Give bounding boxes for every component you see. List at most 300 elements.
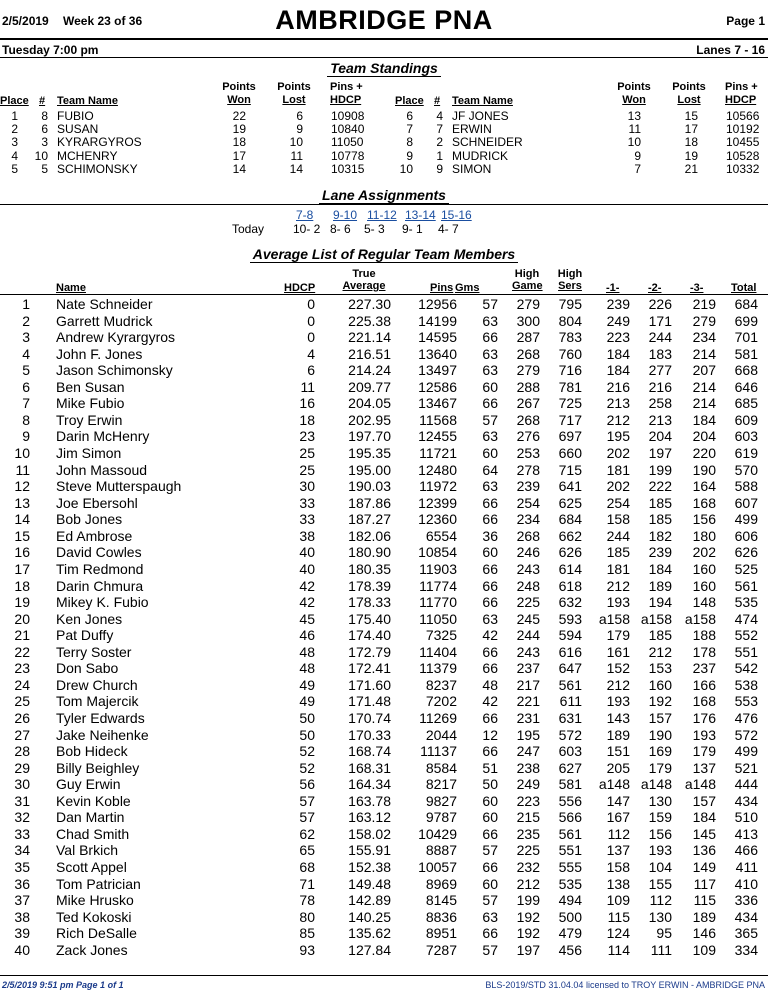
bowler-pins: 8237 (425, 676, 457, 693)
bowler-hdcp: 42 (299, 577, 315, 594)
bowler-name: Tom Patrician (56, 875, 141, 892)
bowler-pins: 7325 (425, 627, 457, 644)
col-header-won: Points Won (222, 81, 256, 106)
bowler-total: 542 (734, 660, 758, 677)
table-row (0, 760, 768, 777)
bowler-game-1: 212 (606, 411, 630, 428)
standing-team-number: 7 (436, 122, 443, 137)
bowler-games: 66 (482, 395, 498, 412)
bowler-hdcp: 0 (307, 296, 315, 312)
bowler-game-3: 184 (692, 809, 716, 826)
bowler-high-series: 551 (558, 842, 582, 859)
bowler-game-3: 160 (692, 577, 716, 594)
row-number: 24 (14, 676, 30, 693)
bowler-game-1: 181 (606, 560, 630, 577)
bowler-hdcp: 50 (299, 726, 315, 743)
table-row (0, 395, 768, 412)
bowler-games: 42 (482, 693, 498, 710)
bowler-game-2: 185 (648, 627, 672, 644)
bowler-name: Mike Fubio (56, 395, 125, 412)
table-row (0, 346, 768, 363)
bowler-name: Chad Smith (56, 825, 130, 842)
row-number: 13 (14, 494, 30, 511)
bowler-game-2: 189 (648, 577, 672, 594)
bowler-game-3: 148 (692, 594, 716, 611)
bowler-game-2: 190 (648, 726, 672, 743)
standing-place: 7 (406, 122, 413, 137)
footer-printed: 2/5/2019 9:51 pm Page 1 of 1 (2, 980, 124, 990)
bowler-hdcp: 38 (299, 527, 315, 544)
table-row (0, 412, 768, 429)
bowler-games: 66 (482, 660, 498, 677)
bowler-total: 699 (734, 312, 758, 329)
bowler-game-2: 277 (648, 362, 672, 379)
bowler-name: Garrett Mudrick (56, 312, 153, 329)
bowler-total: 413 (734, 825, 758, 842)
bowler-high-series: 626 (558, 544, 582, 561)
standing-place: 9 (406, 148, 413, 163)
bowler-name: Jim Simon (56, 445, 122, 462)
col-header-team: Team Name (452, 95, 513, 107)
bowler-game-1: 213 (606, 395, 630, 412)
bowler-games: 66 (482, 859, 498, 876)
bowler-pins: 11404 (419, 643, 457, 660)
standing-team-name: SIMON (452, 161, 492, 176)
bowler-games: 36 (482, 527, 498, 544)
standings-title: Team Standings (0, 60, 768, 76)
bowler-hdcp: 18 (299, 411, 315, 428)
bowler-high-series: 603 (558, 743, 582, 760)
bowler-total: 336 (734, 892, 758, 909)
bowler-games: 66 (482, 560, 498, 577)
bowler-pins: 8887 (425, 842, 457, 859)
bowler-game-3: a158 (684, 610, 716, 627)
bowler-games: 63 (482, 478, 498, 495)
bowler-pins: 7287 (425, 941, 457, 958)
col-header-average: True Average (342, 268, 386, 292)
bowler-game-2: 104 (648, 859, 672, 876)
bowler-game-3: 279 (692, 312, 716, 329)
col-header-num: # (434, 95, 441, 107)
col-header-hdcp: HDCP (284, 282, 316, 294)
bowler-pins: 11137 (420, 743, 457, 760)
bowler-total: 684 (734, 296, 758, 312)
bowler-high-game: 234 (516, 511, 540, 528)
table-row (0, 842, 768, 859)
bowler-name: Tom Majercik (56, 693, 139, 710)
bowler-average: 127.84 (348, 941, 391, 958)
bowler-average: 152.38 (348, 859, 391, 876)
bowler-game-3: 219 (692, 296, 716, 312)
report-header (0, 0, 768, 40)
bowler-high-series: 611 (559, 693, 582, 710)
bowler-game-2: 95 (656, 925, 672, 942)
bowler-games: 57 (482, 296, 498, 312)
standing-team-number: 5 (41, 161, 48, 176)
row-number: 16 (14, 544, 30, 561)
bowler-hdcp: 78 (299, 892, 315, 909)
bowler-high-game: 217 (516, 676, 540, 693)
table-row (0, 578, 768, 595)
bowler-game-3: 109 (692, 941, 716, 958)
bowler-hdcp: 57 (299, 809, 315, 826)
bowler-name: Darin Chmura (56, 577, 144, 594)
bowler-high-game: 237 (516, 660, 540, 677)
bowler-game-2: 169 (648, 743, 672, 760)
bowler-game-1: 152 (606, 660, 630, 677)
bowler-average: 190.03 (348, 478, 391, 495)
bowler-game-2: 192 (648, 693, 672, 710)
col-header-game-1: -1- (606, 282, 620, 294)
bowler-hdcp: 49 (299, 693, 315, 710)
bowler-games: 66 (482, 494, 498, 511)
bowler-average: 149.48 (348, 875, 391, 892)
bowler-game-2: 197 (648, 445, 672, 462)
table-row (0, 727, 768, 744)
bowler-high-series: 535 (558, 875, 582, 892)
bowler-name: Tim Redmond (56, 560, 144, 577)
bowler-total: 603 (734, 428, 758, 445)
bowler-games: 63 (482, 345, 498, 362)
bowler-games: 57 (482, 842, 498, 859)
row-number: 31 (14, 792, 30, 809)
bowler-games: 12 (482, 726, 498, 743)
bowler-name: Ed Ambrose (56, 527, 133, 544)
bowler-game-1: a148 (598, 776, 630, 793)
bowler-games: 63 (482, 908, 498, 925)
standing-team-number: 3 (41, 135, 48, 150)
col-header-high-series: High Sers (557, 268, 583, 292)
row-number: 15 (14, 527, 30, 544)
bowler-average: 187.27 (348, 511, 391, 528)
bowler-average: 178.39 (348, 577, 391, 594)
standing-place: 6 (406, 109, 413, 123)
bowler-name: Darin McHenry (56, 428, 150, 445)
bowler-pins: 8951 (425, 925, 457, 942)
table-row (0, 909, 768, 926)
standing-team-name: SCHIMONSKY (57, 161, 138, 176)
bowler-game-1: 202 (606, 478, 630, 495)
bowler-average: 221.14 (348, 329, 391, 346)
bowler-high-series: 641 (558, 478, 582, 495)
bowler-high-series: 625 (558, 494, 582, 511)
bowler-game-2: 185 (648, 494, 672, 511)
bowler-name: Kevin Koble (56, 792, 131, 809)
row-number: 5 (22, 362, 30, 379)
bowler-name: Andrew Kyrargyros (56, 329, 176, 346)
bowler-total: 607 (734, 494, 758, 511)
bowler-hdcp: 57 (299, 792, 315, 809)
session-bar (0, 42, 768, 58)
standing-team-number: 1 (436, 148, 443, 163)
bowler-high-game: 243 (516, 560, 540, 577)
bowler-high-game: 279 (516, 296, 540, 312)
bowler-total: 646 (734, 378, 758, 395)
bowler-game-2: 156 (648, 825, 672, 842)
bowler-game-2: 193 (648, 842, 672, 859)
bowler-games: 42 (482, 627, 498, 644)
table-row (0, 495, 768, 512)
bowler-game-2: 157 (648, 710, 672, 726)
bowler-name: Dan Martin (56, 809, 125, 826)
standing-points-lost: 6 (296, 109, 303, 123)
bowler-name: Ben Susan (56, 378, 125, 395)
standing-place: 4 (11, 148, 18, 163)
bowler-high-game: 300 (516, 312, 540, 329)
standing-place: 3 (11, 135, 18, 150)
row-number: 2 (22, 312, 30, 329)
bowler-hdcp: 65 (299, 842, 315, 859)
bowler-games: 60 (482, 875, 498, 892)
row-number: 3 (22, 329, 30, 346)
col-header-pins: Pins (430, 282, 454, 294)
bowler-pins: 8145 (425, 892, 457, 909)
bowler-pins: 11568 (419, 411, 457, 428)
bowler-high-series: 684 (558, 511, 582, 528)
bowler-game-2: 216 (648, 378, 672, 395)
row-number: 33 (14, 825, 30, 842)
bowler-high-game: 287 (516, 329, 540, 346)
bowler-game-1: 167 (606, 809, 630, 826)
bowler-average: 225.38 (348, 312, 391, 329)
bowler-pins: 12586 (418, 378, 457, 395)
bowler-game-1: 212 (606, 577, 630, 594)
bowler-name: Rich DeSalle (56, 925, 137, 942)
bowler-game-3: 156 (692, 511, 716, 528)
bowler-game-1: 109 (606, 892, 630, 909)
bowler-high-game: 276 (516, 428, 540, 445)
bowler-name: John Massoud (56, 461, 148, 478)
bowler-total: 525 (734, 560, 758, 577)
table-row (0, 561, 768, 578)
bowler-name: Jake Neihenke (56, 726, 149, 743)
bowler-average: 180.35 (348, 560, 391, 577)
table-row (0, 942, 768, 959)
bowler-high-game: 199 (516, 892, 540, 909)
bowler-total: 476 (734, 710, 758, 726)
bowler-name: David Cowles (56, 544, 142, 561)
standing-team-name: MCHENRY (57, 148, 118, 163)
bowler-hdcp: 85 (299, 925, 315, 942)
col-header-game-3: -3- (690, 282, 704, 294)
bowler-game-3: 214 (692, 378, 716, 395)
bowler-game-1: 124 (606, 925, 630, 942)
bowler-games: 66 (482, 594, 498, 611)
bowler-pins: 9827 (425, 792, 457, 809)
standing-place: 10 (399, 161, 413, 176)
standing-pins-hdcp: 10332 (726, 161, 760, 176)
standing-pins-hdcp: 10778 (331, 148, 365, 163)
bowler-high-game: 192 (516, 908, 540, 925)
bowler-game-3: 214 (692, 395, 716, 412)
bowler-game-3: 184 (692, 411, 716, 428)
standing-points-won: 10 (627, 135, 641, 150)
table-row (0, 478, 768, 495)
bowler-hdcp: 42 (299, 594, 315, 611)
bowler-high-series: 717 (558, 411, 582, 428)
table-row (0, 677, 768, 694)
bowler-game-2: 184 (648, 560, 672, 577)
bowler-game-3: 189 (692, 908, 716, 925)
bowler-pins: 12956 (418, 296, 457, 312)
standing-place: 1 (11, 109, 18, 123)
bowler-name: Mike Hrusko (56, 892, 134, 909)
bowler-game-1: 189 (606, 726, 630, 743)
standing-team-name: SUSAN (57, 122, 99, 137)
standing-team-number: 6 (41, 122, 48, 137)
standing-points-lost: 11 (290, 148, 303, 163)
bowler-game-3: 168 (692, 494, 716, 511)
table-row (0, 644, 768, 661)
standing-team-name: ERWIN (452, 122, 492, 137)
bowler-games: 66 (482, 825, 498, 842)
bowler-games: 63 (482, 312, 498, 329)
table-row (0, 611, 768, 628)
bowler-game-1: 223 (606, 329, 630, 346)
bowler-games: 51 (482, 759, 498, 776)
report-footer (0, 975, 768, 991)
bowler-high-game: 253 (516, 445, 540, 462)
bowler-pins: 10057 (418, 859, 457, 876)
bowler-high-game: 248 (516, 577, 540, 594)
bowler-high-game: 238 (516, 759, 540, 776)
bowler-high-game: 247 (516, 743, 540, 760)
table-row (0, 743, 768, 760)
bowler-high-series: 566 (558, 809, 582, 826)
lane-pair-7-8: 7-8 (296, 208, 314, 222)
standing-points-lost: 19 (684, 148, 698, 163)
table-row (0, 627, 768, 644)
bowler-name: Tyler Edwards (56, 710, 145, 726)
bowler-high-game: 268 (516, 527, 540, 544)
bowler-average: 135.62 (348, 925, 391, 942)
bowler-name: Billy Beighley (56, 759, 140, 776)
bowler-high-series: 561 (558, 825, 582, 842)
bowler-hdcp: 80 (299, 908, 315, 925)
bowler-name: John F. Jones (56, 345, 143, 362)
bowler-name: Ken Jones (56, 610, 123, 627)
bowler-game-1: 161 (606, 643, 630, 660)
bowler-game-3: 202 (692, 544, 716, 561)
lane-pair-11-12: 11-12 (367, 208, 397, 222)
table-row (0, 776, 768, 793)
standing-team-name: MUDRICK (452, 148, 508, 163)
bowler-games: 64 (482, 461, 498, 478)
standing-pins-hdcp: 10908 (331, 109, 365, 123)
bowler-game-1: 138 (606, 875, 630, 892)
row-number: 11 (15, 461, 30, 478)
bowler-game-3: 204 (692, 428, 716, 445)
bowler-high-series: 660 (558, 445, 582, 462)
col-header-team: Team Name (57, 95, 118, 107)
bowler-game-2: 244 (648, 329, 672, 346)
bowler-games: 66 (482, 643, 498, 660)
bowler-hdcp: 33 (299, 511, 315, 528)
bowler-average: 174.40 (348, 627, 391, 644)
standing-team-name: KYRARGYROS (57, 135, 142, 150)
bowler-hdcp: 0 (307, 312, 315, 329)
table-row (0, 809, 768, 826)
bowler-games: 66 (482, 577, 498, 594)
bowler-game-2: 111 (650, 941, 672, 958)
bowler-game-1: 254 (606, 494, 630, 511)
bowler-game-3: 207 (692, 362, 716, 379)
bowler-high-game: 279 (516, 362, 540, 379)
bowler-games: 66 (482, 743, 498, 760)
bowler-game-2: 112 (649, 892, 672, 909)
row-number: 8 (22, 411, 30, 428)
bowler-hdcp: 68 (299, 859, 315, 876)
bowler-games: 50 (482, 776, 498, 793)
bowler-total: 334 (734, 941, 758, 958)
bowler-pins: 10854 (418, 544, 457, 561)
standing-points-won: 17 (232, 148, 246, 163)
bowler-hdcp: 33 (299, 494, 315, 511)
col-header-game-2: -2- (648, 282, 662, 294)
bowler-hdcp: 52 (299, 743, 315, 760)
bowler-pins: 12399 (418, 494, 457, 511)
divider (0, 294, 768, 295)
lane-today-label: Today (232, 222, 265, 236)
table-row (0, 362, 768, 379)
table-row (0, 793, 768, 810)
standing-pins-hdcp: 10840 (331, 122, 365, 137)
bowler-game-2: 179 (648, 759, 672, 776)
bowler-games: 66 (482, 511, 498, 528)
bowler-total: 626 (734, 544, 758, 561)
bowler-hdcp: 25 (299, 461, 315, 478)
col-header-lost: Points Lost (277, 81, 311, 106)
bowler-pins: 7202 (425, 693, 457, 710)
standing-points-lost: 10 (289, 135, 303, 150)
bowler-high-game: 243 (516, 643, 540, 660)
bowler-hdcp: 56 (299, 776, 315, 793)
standing-team-name: SCHNEIDER (452, 135, 523, 150)
row-number: 21 (14, 627, 30, 644)
bowler-high-series: 781 (558, 378, 582, 395)
bowler-average: 170.74 (348, 710, 391, 726)
bowler-hdcp: 93 (299, 941, 315, 958)
bowler-average: 204.05 (348, 395, 391, 412)
bowler-game-2: 213 (648, 411, 672, 428)
col-header-lost: Points Lost (672, 81, 706, 106)
bowler-high-series: 479 (558, 925, 582, 942)
row-number: 10 (14, 445, 30, 462)
standing-team-number: 4 (436, 109, 443, 123)
bowler-game-3: 180 (692, 527, 716, 544)
bowler-game-1: 193 (606, 693, 630, 710)
row-number: 9 (22, 428, 30, 445)
bowler-high-game: 278 (516, 461, 540, 478)
bowler-total: 444 (734, 776, 758, 793)
bowler-pins: 14595 (418, 329, 457, 346)
lane-matchup: 5- 3 (364, 222, 385, 236)
bowler-pins: 8217 (425, 776, 457, 793)
bowler-average: 155.91 (348, 842, 391, 859)
bowler-name: Pat Duffy (56, 627, 114, 644)
col-header-high-game: High Game (512, 268, 543, 292)
bowler-game-3: 157 (692, 792, 716, 809)
bowler-game-3: 149 (692, 859, 716, 876)
bowler-average: 178.33 (348, 594, 391, 611)
bowler-total: 434 (734, 792, 758, 809)
bowler-high-series: 593 (558, 610, 582, 627)
bowler-name: Bob Jones (56, 511, 123, 528)
bowler-name: Steve Mutterspaugh (56, 478, 182, 495)
bowler-high-series: 662 (558, 527, 582, 544)
bowler-pins: 11972 (419, 478, 457, 495)
bowler-total: 499 (734, 511, 758, 528)
